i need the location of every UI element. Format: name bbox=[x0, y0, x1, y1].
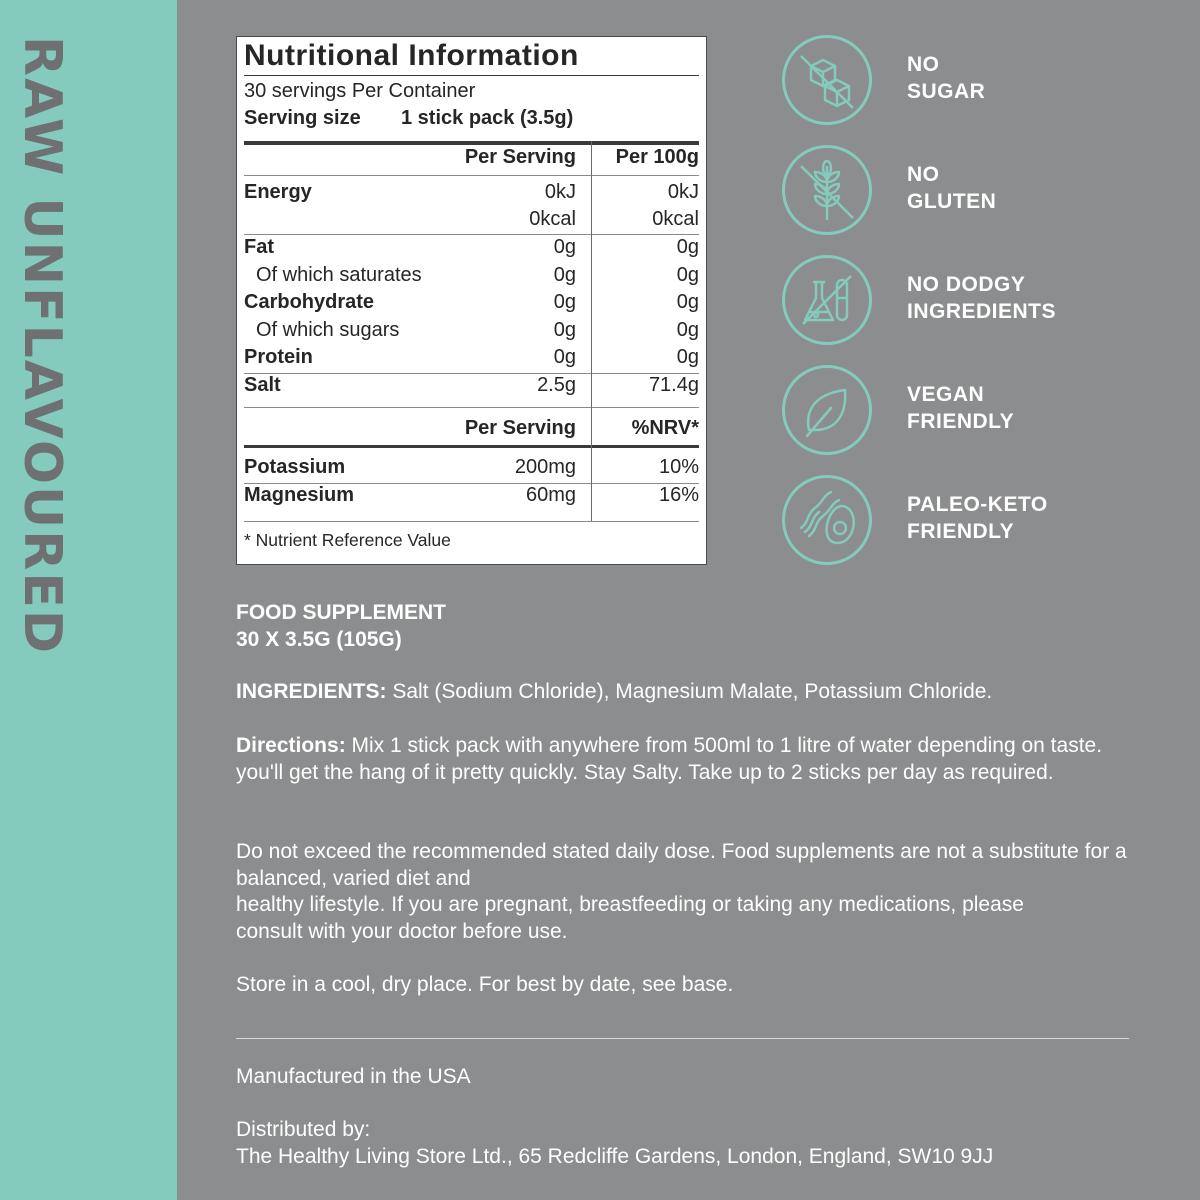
storage-text: Store in a cool, dry place. For best by date, see base. bbox=[236, 973, 734, 996]
product-flavour-title: RAW UNFLAVOURED bbox=[12, 36, 72, 656]
row-per100: 71.4g bbox=[648, 374, 699, 396]
col2-nrv: %NRV* bbox=[631, 417, 699, 439]
badge-no-gluten-text: NO GLUTEN bbox=[907, 163, 997, 213]
row-label-carbohydrate: Carbohydrate bbox=[244, 291, 375, 313]
distributor-address: The Healthy Living Store Ltd., 65 Redcliffe Gardens, London, England, SW10 9JJ bbox=[236, 1145, 994, 1168]
col-per-serving: Per Serving bbox=[464, 146, 576, 168]
ingredients-label: INGREDIENTS: bbox=[236, 680, 387, 703]
badge-ingredients-text: NO DODGY INGREDIENTS bbox=[907, 273, 1057, 323]
no-sugar-icon bbox=[782, 35, 872, 125]
ingredients-text: Salt (Sodium Chloride), Magnesium Malate, Potassium Chloride. bbox=[386, 680, 993, 703]
product-type: FOOD SUPPLEMENT bbox=[236, 601, 447, 624]
divider bbox=[244, 234, 699, 235]
directions-block bbox=[236, 733, 1106, 786]
row-serving: 0g bbox=[553, 264, 576, 286]
divider bbox=[244, 521, 699, 522]
col-per-100g: Per 100g bbox=[615, 146, 699, 168]
warning-text-1: Do not exceed the recommended stated daily dose. Food supplements are not a substitute for a balanced, varied diet and bbox=[236, 840, 1127, 890]
mineral-nrv: 10% bbox=[658, 456, 699, 478]
row-per100: 0g bbox=[676, 346, 699, 368]
divider bbox=[244, 75, 699, 76]
lab-flask-icon bbox=[782, 255, 872, 345]
row-label-fat: Fat bbox=[244, 236, 274, 258]
bacon-avocado-icon bbox=[782, 475, 872, 565]
row-serving: 2.5g bbox=[537, 374, 576, 396]
nrv-footnote: * Nutrient Reference Value bbox=[244, 530, 451, 550]
ingredients-block bbox=[236, 679, 1136, 706]
origin-text: Manufactured in the USA bbox=[236, 1065, 471, 1088]
distributed-label: Distributed by: bbox=[236, 1118, 371, 1141]
warning-text-2: healthy lifestyle. If you are pregnant, breastfeeding or taking any medications, please consult with your doctor before use. bbox=[236, 893, 1024, 943]
row-per100: 0g bbox=[676, 291, 699, 313]
col2-per-serving: Per Serving bbox=[464, 417, 576, 439]
row-per100: 0kJ bbox=[667, 181, 699, 203]
mineral-nrv: 16% bbox=[658, 484, 699, 506]
badge-vegan-text: VEGAN FRIENDLY bbox=[907, 383, 1015, 433]
mineral-serving: 60mg bbox=[525, 484, 576, 506]
serving-size-label: Serving size bbox=[244, 107, 361, 129]
row-serving: 0g bbox=[553, 346, 576, 368]
row-label-sugars: Of which sugars bbox=[256, 319, 400, 341]
row-per100: 0g bbox=[676, 264, 699, 286]
thick-divider bbox=[244, 141, 699, 145]
no-gluten-icon bbox=[782, 145, 872, 235]
row-label-salt: Salt bbox=[244, 374, 281, 396]
row-serving: 0g bbox=[553, 236, 576, 258]
thick-divider bbox=[244, 445, 699, 448]
row-per100: 0kcal bbox=[652, 208, 699, 230]
mineral-label-magnesium: Magnesium bbox=[244, 484, 355, 506]
divider bbox=[244, 175, 699, 176]
servings-per-container: 30 servings Per Container bbox=[244, 80, 476, 102]
leaf-icon bbox=[782, 365, 872, 455]
directions-label: Directions: bbox=[236, 734, 346, 757]
nutrition-panel bbox=[236, 36, 707, 565]
directions-text: Mix 1 stick pack with anywhere from 500ml to 1 litre of water depending on taste. you'll get the hang of it pretty quickly. Stay Salty. Take up to 2 sticks per day as required. bbox=[236, 734, 1103, 784]
badge-paleo-keto-text: PALEO-KETO FRIENDLY bbox=[907, 493, 1048, 543]
column-divider bbox=[591, 141, 592, 521]
mineral-label-potassium: Potassium bbox=[244, 456, 346, 478]
row-serving: 0g bbox=[553, 291, 576, 313]
row-per100: 0g bbox=[676, 236, 699, 258]
nutrition-title: Nutritional Information bbox=[244, 39, 579, 72]
row-label-protein: Protein bbox=[244, 346, 313, 368]
row-serving: 0kJ bbox=[544, 181, 576, 203]
badge-no-sugar-text: NO SUGAR bbox=[907, 53, 986, 103]
product-quantity: 30 X 3.5G (105G) bbox=[236, 628, 402, 651]
row-label-energy: Energy bbox=[244, 181, 312, 203]
row-serving: 0g bbox=[553, 319, 576, 341]
divider bbox=[236, 1038, 1129, 1039]
divider bbox=[244, 407, 699, 408]
mineral-serving: 200mg bbox=[514, 456, 576, 478]
row-serving: 0kcal bbox=[529, 208, 576, 230]
serving-size-value: 1 stick pack (3.5g) bbox=[401, 107, 574, 129]
row-per100: 0g bbox=[676, 319, 699, 341]
row-label-saturates: Of which saturates bbox=[256, 264, 422, 286]
